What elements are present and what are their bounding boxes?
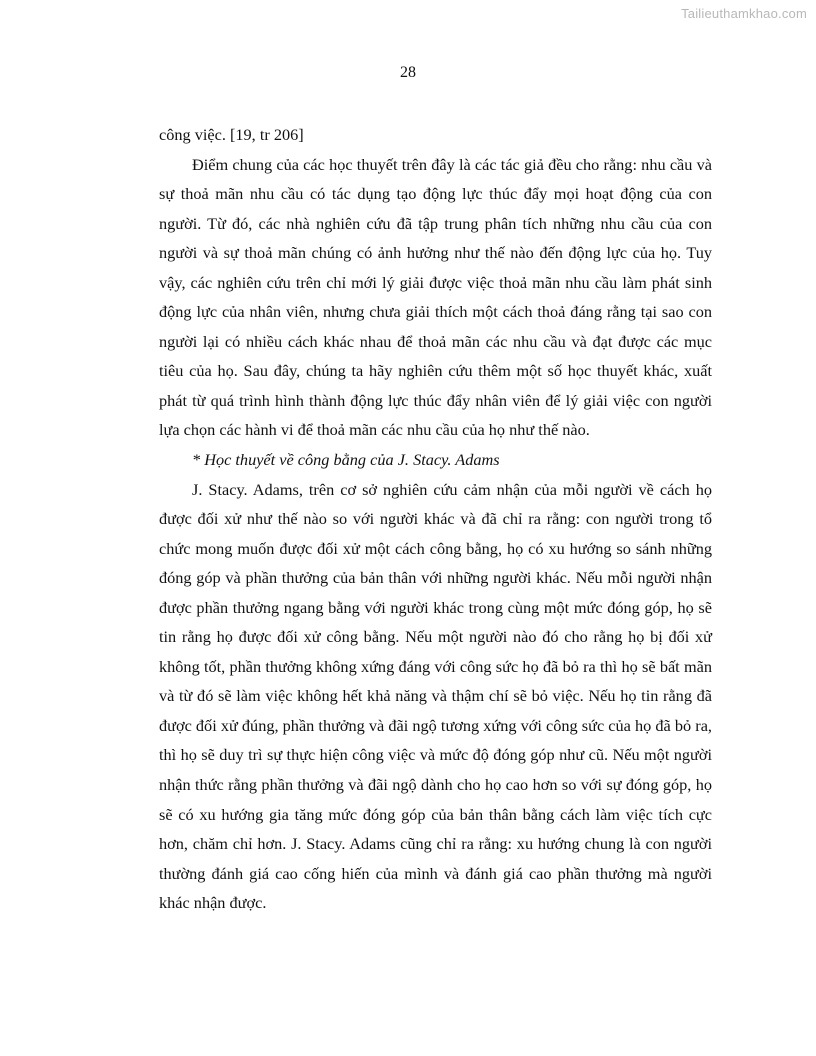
paragraph-continuation: công việc. [19, tr 206] — [159, 125, 304, 144]
paragraph-needs-theories-summary: Điểm chung của các học thuyết trên đây là các tác giả đều cho rằng: nhu cầu và sự thoả mãn nhu cầu có tác dụng tạo động lực thúc đẩy mọi hoạt động của con người. Từ đó, các nhà nghiên cứu đã tập trung phân tích những nhu cầu của con người và sự thoả mãn chúng có ảnh hưởng như thế nào đến động lực của họ. Tuy vậy, các nghiên cứu trên chỉ mới lý giải được việc thoả mãn nhu cầu làm phát sinh động lực của nhân viên, nhưng chưa giải thích một cách thoả đáng rằng tại sao con người lại có nhiều cách khác nhau để thoả mãn các nhu cầu và đạt được các mục tiêu của họ. Sau đây, chúng ta hãy nghiên cứu thêm một số học thuyết khác, xuất phát từ quá trình hình thành động lực thúc đẩy nhân viên để lý giải việc con người lựa chọn các hành vi để thoả mãn các nhu cầu của họ như thế nào. — [159, 154, 712, 440]
paragraph-equity-theory: J. Stacy. Adams, trên cơ sở nghiên cứu cảm nhận của mỗi người về cách họ được đối xử như thế nào so với người khác và đã chỉ ra rằng: con người trong tổ chức mong muốn được đối xử một cách công bằng, họ có xu hướng so sánh những đóng góp và phần thưởng của bản thân với những người khác. Nếu mỗi người nhận được phần thưởng ngang bằng với người khác trong cùng một mức đóng góp, họ sẽ tin rằng họ được đối xử công bằng. Nếu một người nào đó cho rằng họ bị đối xử không tốt, phần thưởng không xứng đáng với công sức họ đã bỏ ra thì họ sẽ bất mãn và từ đó sẽ làm việc không hết khả năng và thậm chí sẽ bỏ việc. Nếu họ tin rằng đã được đối xử đúng, phần thưởng và đãi ngộ tương xứng với công sức của họ đã bỏ ra, thì họ sẽ duy trì sự thực hiện công việc và mức độ đóng góp như cũ. Nếu một người nhận thức rằng phần thưởng và đãi ngộ dành cho họ cao hơn so với sự đóng góp, họ sẽ có xu hướng gia tăng mức đóng góp của bản thân bằng cách làm việc tích cực hơn, chăm chỉ hơn. J. Stacy. Adams cũng chỉ ra rằng: xu hướng chung là con người thường đánh giá cao cống hiến của mình và đánh giá cao phần thưởng mà người khác nhận được. — [159, 479, 712, 913]
body-text — [159, 120, 712, 918]
section-heading-equity-theory: * Học thuyết về công bằng của J. Stacy. Adams — [192, 450, 500, 470]
page-number: 28 — [400, 64, 416, 81]
watermark: Tailieuthamkhao.com — [681, 6, 807, 21]
